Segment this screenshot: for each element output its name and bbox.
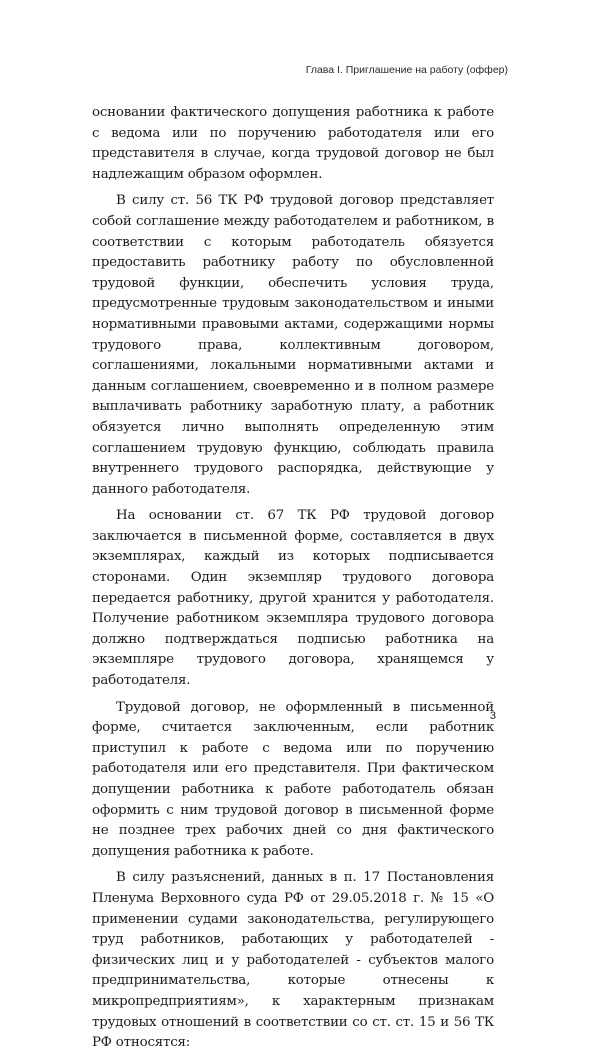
paragraph-article-56: В силу ст. 56 ТК РФ трудовой договор представляет собой соглашение между работодателем и работником, в соответствии с которым работодатель обязуется предоставить работнику работу по обусловленной трудовой функции, обеспечить условия труда, предусмотренные трудовым законодательством и иными нормативными правовыми актами, содержащими нормы трудового права, коллективным договором, соглашениями, локальными нормативными актами и данным соглашением, своевременно и в полном размере выплачивать работнику заработную плату, а работник обязуется лично выполнять определенную этим соглашением трудовую функцию, соблюдать правила внутреннего трудового распорядка, действующие у данного работодателя. bbox=[92, 193, 494, 497]
running-header-title: Глава I. Приглашение на работу (оффер) bbox=[305, 64, 508, 76]
body-text bbox=[92, 103, 494, 1060]
paragraph-unwritten-contract: Трудовой договор, не оформленный в письменной форме, считается заключенным, если работник приступил к работе с ведома или по поручению работодателя или его представителя. При фактическом допущении работника к работе работодатель обязан оформить с ним трудовой договор в письменной форме не позднее трех рабочих дней со дня фактического допущения работника к работе. bbox=[92, 699, 494, 859]
paragraph-continued: основании фактического допущения работника к работе с ведома или по поручению работодателя или его представителя в случае, когда трудовой договор не был надлежащим образом оформлен. bbox=[92, 105, 494, 182]
paragraph-article-67: На основании ст. 67 ТК РФ трудовой договор заключается в письменной форме, составляется в двух экземплярах, каждый из которых подписывается сторонами. Один экземпляр трудового договора передается работнику, другой хранится у работодателя. Получение работником экземпляра трудового договора должно подтверждаться подписью работника на экземпляре трудового договора, хранящемся у работодателя. bbox=[92, 508, 494, 689]
paragraph-plenum-resolution: В силу разъяснений, данных в п. 17 Постановления Пленума Верховного суда РФ от 29.05.2018 г. № 15 «О применении судами законодательства, регулирующего труд работников, работающих у работодателей - физических лиц и у работодателей - субъектов малого предпринимательства, которые отнесены к микропредприятиям», к характерным признакам трудовых отношений в соответствии со ст. ст. 15 и 56 ТК РФ относятся: bbox=[92, 870, 494, 1051]
page-number: 3 bbox=[489, 710, 496, 722]
